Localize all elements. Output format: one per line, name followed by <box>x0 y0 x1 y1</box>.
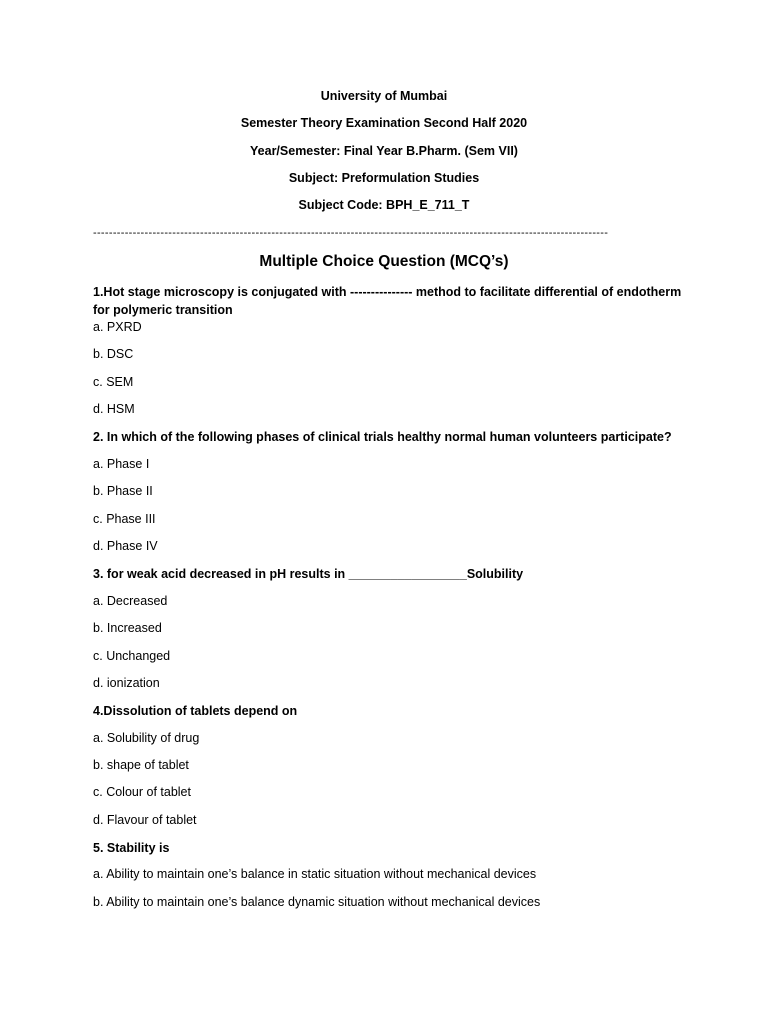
question-3-option-d: d. ionization <box>93 676 160 690</box>
year-semester: Year/Semester: Final Year B.Pharm. (Sem VII) <box>250 144 518 158</box>
question-2-option-a: a. Phase I <box>93 457 150 471</box>
question-3-option-c: c. Unchanged <box>93 649 171 663</box>
dashed-divider: ---------------------------------------------------------------------------------------------------------------------------------- <box>93 227 609 239</box>
question-4-option-a: a. Solubility of drug <box>93 731 200 745</box>
question-2-option-b: b. Phase II <box>93 484 153 498</box>
question-4-option-d: d. Flavour of tablet <box>93 813 197 827</box>
question-2: 2. In which of the following phases of clinical trials healthy normal human volunteers participate? <box>93 430 672 444</box>
question-4: 4.Dissolution of tablets depend on <box>93 704 298 718</box>
subject-code: Subject Code: BPH_E_711_T <box>298 198 470 212</box>
question-4-option-b: b. shape of tablet <box>93 758 189 772</box>
subject: Subject: Preformulation Studies <box>288 171 480 185</box>
university-name: University of Mumbai <box>320 89 448 103</box>
section-title: Multiple Choice Question (MCQ’s) <box>259 253 509 270</box>
question-3-option-b: b. Increased <box>93 621 162 635</box>
question-2-option-c: c. Phase III <box>93 512 156 526</box>
question-3-option-a: a. Decreased <box>93 594 168 608</box>
question-3: 3. for weak acid decreased in pH results in _________________Solubility <box>93 567 524 581</box>
exam-title: Semester Theory Examination Second Half 2020 <box>240 116 528 130</box>
question-4-option-c: c. Colour of tablet <box>93 785 191 799</box>
question-1-option-d: d. HSM <box>93 402 135 416</box>
question-2-option-d: d. Phase IV <box>93 539 158 553</box>
question-1-option-a: a. PXRD <box>93 320 142 334</box>
question-5: 5. Stability is <box>93 841 170 855</box>
question-1-option-c: c. SEM <box>93 375 134 389</box>
question-1: 1.Hot stage microscopy is conjugated with --------------- method to facilitate differential of endotherm for polymeric transition <box>93 285 682 317</box>
question-5-option-b: b. Ability to maintain one’s balance dynamic situation without mechanical devices <box>93 895 541 909</box>
question-1-option-b: b. DSC <box>93 347 134 361</box>
question-5-option-a: a. Ability to maintain one’s balance in static situation without mechanical devices <box>93 867 537 881</box>
